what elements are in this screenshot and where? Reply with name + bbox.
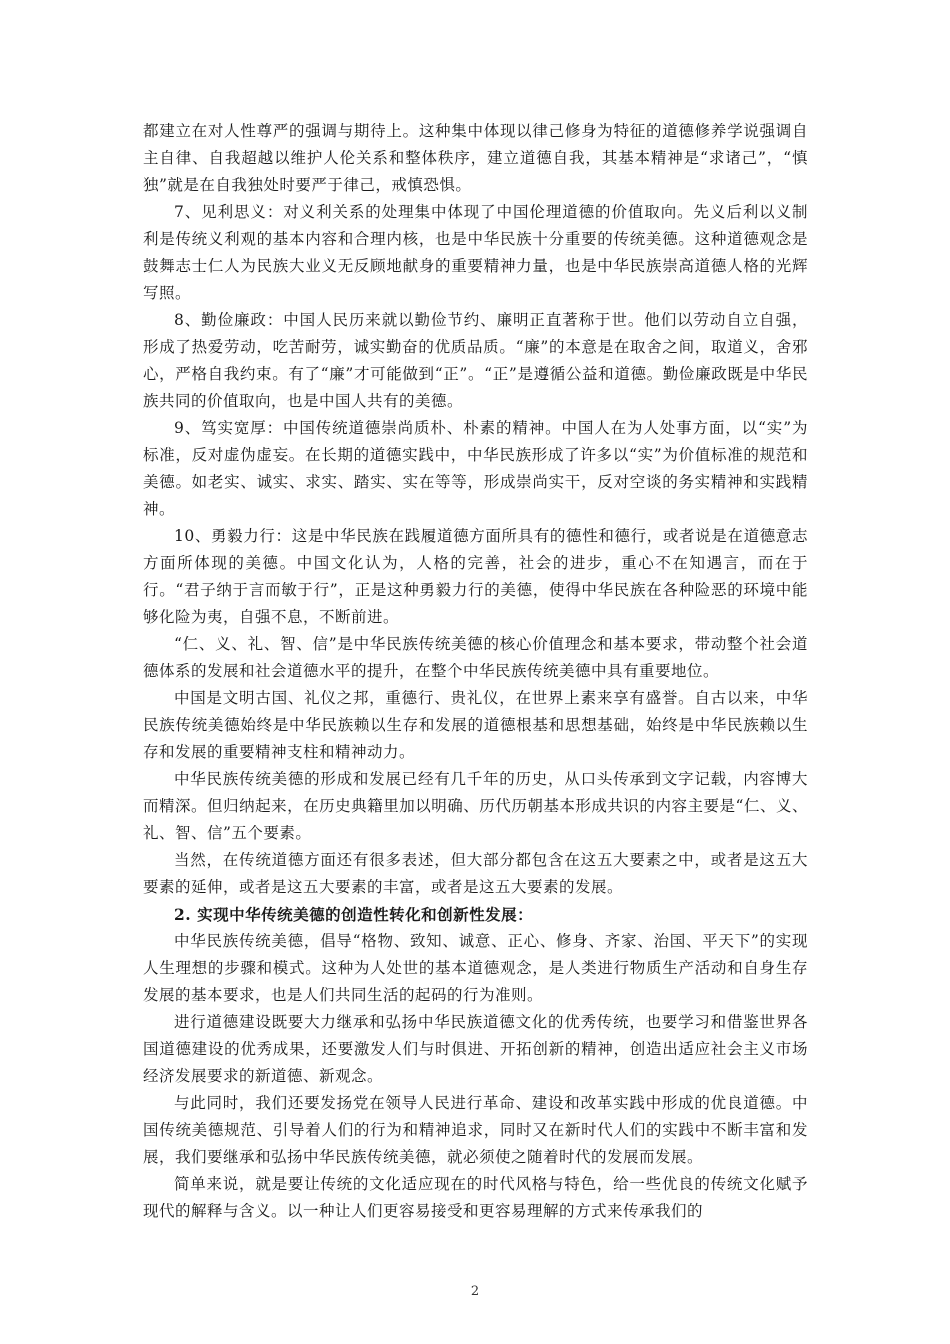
paragraph-item-8: 8、勤俭廉政：中国人民历来就以勤俭节约、廉明正直著称于世。他们以劳动自立自强，形成了热爱劳动，吃苦耐劳，诚实勤奋的优质品质。“廉”的本意是在取舍之间，取道义，舍邪心，严格自我约束。有了“廉”才可能做到“正”。“正”是遵循公益和道德。勤俭廉政既是中华民族共同的价值取向，也是中国人共有的美德。 [143, 311, 808, 410]
paragraph-party-tradition: 与此同时，我们还要发扬党在领导人民进行革命、建设和改革实践中形成的优良道德。中国传统美德规范、引导着人们的行为和精神追求，同时又在新时代人们的实践中不断丰富和发展，我们要继承和弘扬中华民族传统美德，就必须使之随着时代的发展而发展。 [143, 1094, 808, 1166]
section-heading: 2. 实现中华传统美德的创造性转化和创新性发展： [174, 905, 534, 924]
paragraph-ideals: 中华民族传统美德，倡导“格物、致知、诚意、正心、修身、齐家、治国、平天下”的实现人生理想的步骤和模式。这种为人处世的基本道德观念，是人类进行物质生产活动和自身生存发展的基本要求，也是人们共同生活的起码的行为准则。 [143, 932, 808, 1004]
paragraph-summary: 简单来说，就是要让传统的文化适应现在的时代风格与特色，给一些优良的传统文化赋予现代的解释与含义。以一种让人们更容易接受和更容易理解的方式来传承我们的 [143, 1175, 808, 1220]
paragraph-item-7: 7、见利思义：对义利关系的处理集中体现了中国伦理道德的价值取向。先义后利以义制利是传统义利观的基本内容和合理内核，也是中华民族十分重要的传统美德。这种道德观念是鼓舞志士仁人为民族大业义无反顾地献身的重要精神力量，也是中华民族崇高道德人格的光辉写照。 [143, 203, 808, 302]
page-number: 2 [470, 1284, 480, 1299]
paragraph-item-9: 9、笃实宽厚：中国传统道德崇尚质朴、朴素的精神。中国人在为人处事方面，以“实”为标准，反对虚伪虚妄。在长期的道德实践中，中华民族形成了许多以“实”为价值标准的规范和美德。如老实、诚实、求实、踏实、实在等等，形成崇尚实干，反对空谈的务实精神和实践精神。 [143, 419, 808, 518]
paragraph-continuation: 都建立在对人性尊严的强调与期待上。这种集中体现以律己修身为特征的道德修养学说强调自主自律、自我超越以维护人伦关系和整体秩序，建立道德自我，其基本精神是“求诸己”，“慎独”就是在自我独处时要严于律己，戒慎恐惧。 [143, 122, 808, 194]
document-body [143, 118, 808, 1225]
paragraph-five-elements: 当然，在传统道德方面还有很多表述，但大部分都包含在这五大要素之中，或者是这五大要素的延伸，或者是这五大要素的丰富，或者是这五大要素的发展。 [143, 851, 808, 896]
paragraph-core-values: “仁、义、礼、智、信”是中华民族传统美德的核心价值理念和基本要求，带动整个社会道德体系的发展和社会道德水平的提升，在整个中华民族传统美德中具有重要地位。 [143, 635, 808, 680]
paragraph-moral-construction: 进行道德建设既要大力继承和弘扬中华民族道德文化的优秀传统，也要学习和借鉴世界各国道德建设的优秀成果，还要激发人们与时俱进、开拓创新的精神，创造出适应社会主义市场经济发展要求的新道德、新观念。 [143, 1013, 808, 1085]
paragraph-civilization: 中国是文明古国、礼仪之邦，重德行、贵礼仪，在世界上素来享有盛誉。自古以来，中华民族传统美德始终是中华民族赖以生存和发展的道德根基和思想基础，始终是中华民族赖以生存和发展的重要精神支柱和精神动力。 [143, 689, 808, 761]
paragraph-history: 中华民族传统美德的形成和发展已经有几千年的历史，从口头传承到文字记载，内容博大而精深。但归纳起来，在历史典籍里加以明确、历代历朝基本形成共识的内容主要是“仁、义、礼、智、信”五个要素。 [143, 770, 808, 842]
paragraph-item-10: 10、勇毅力行：这是中华民族在践履道德方面所具有的德性和德行，或者说是在道德意志方面所体现的美德。中国文化认为，人格的完善，社会的进步，重心不在知遇言，而在于行。“君子纳于言而敏于行”，正是这种勇毅力行的美德，使得中华民族在各种险恶的环境中能够化险为夷，自强不息，不断前进。 [143, 527, 808, 626]
